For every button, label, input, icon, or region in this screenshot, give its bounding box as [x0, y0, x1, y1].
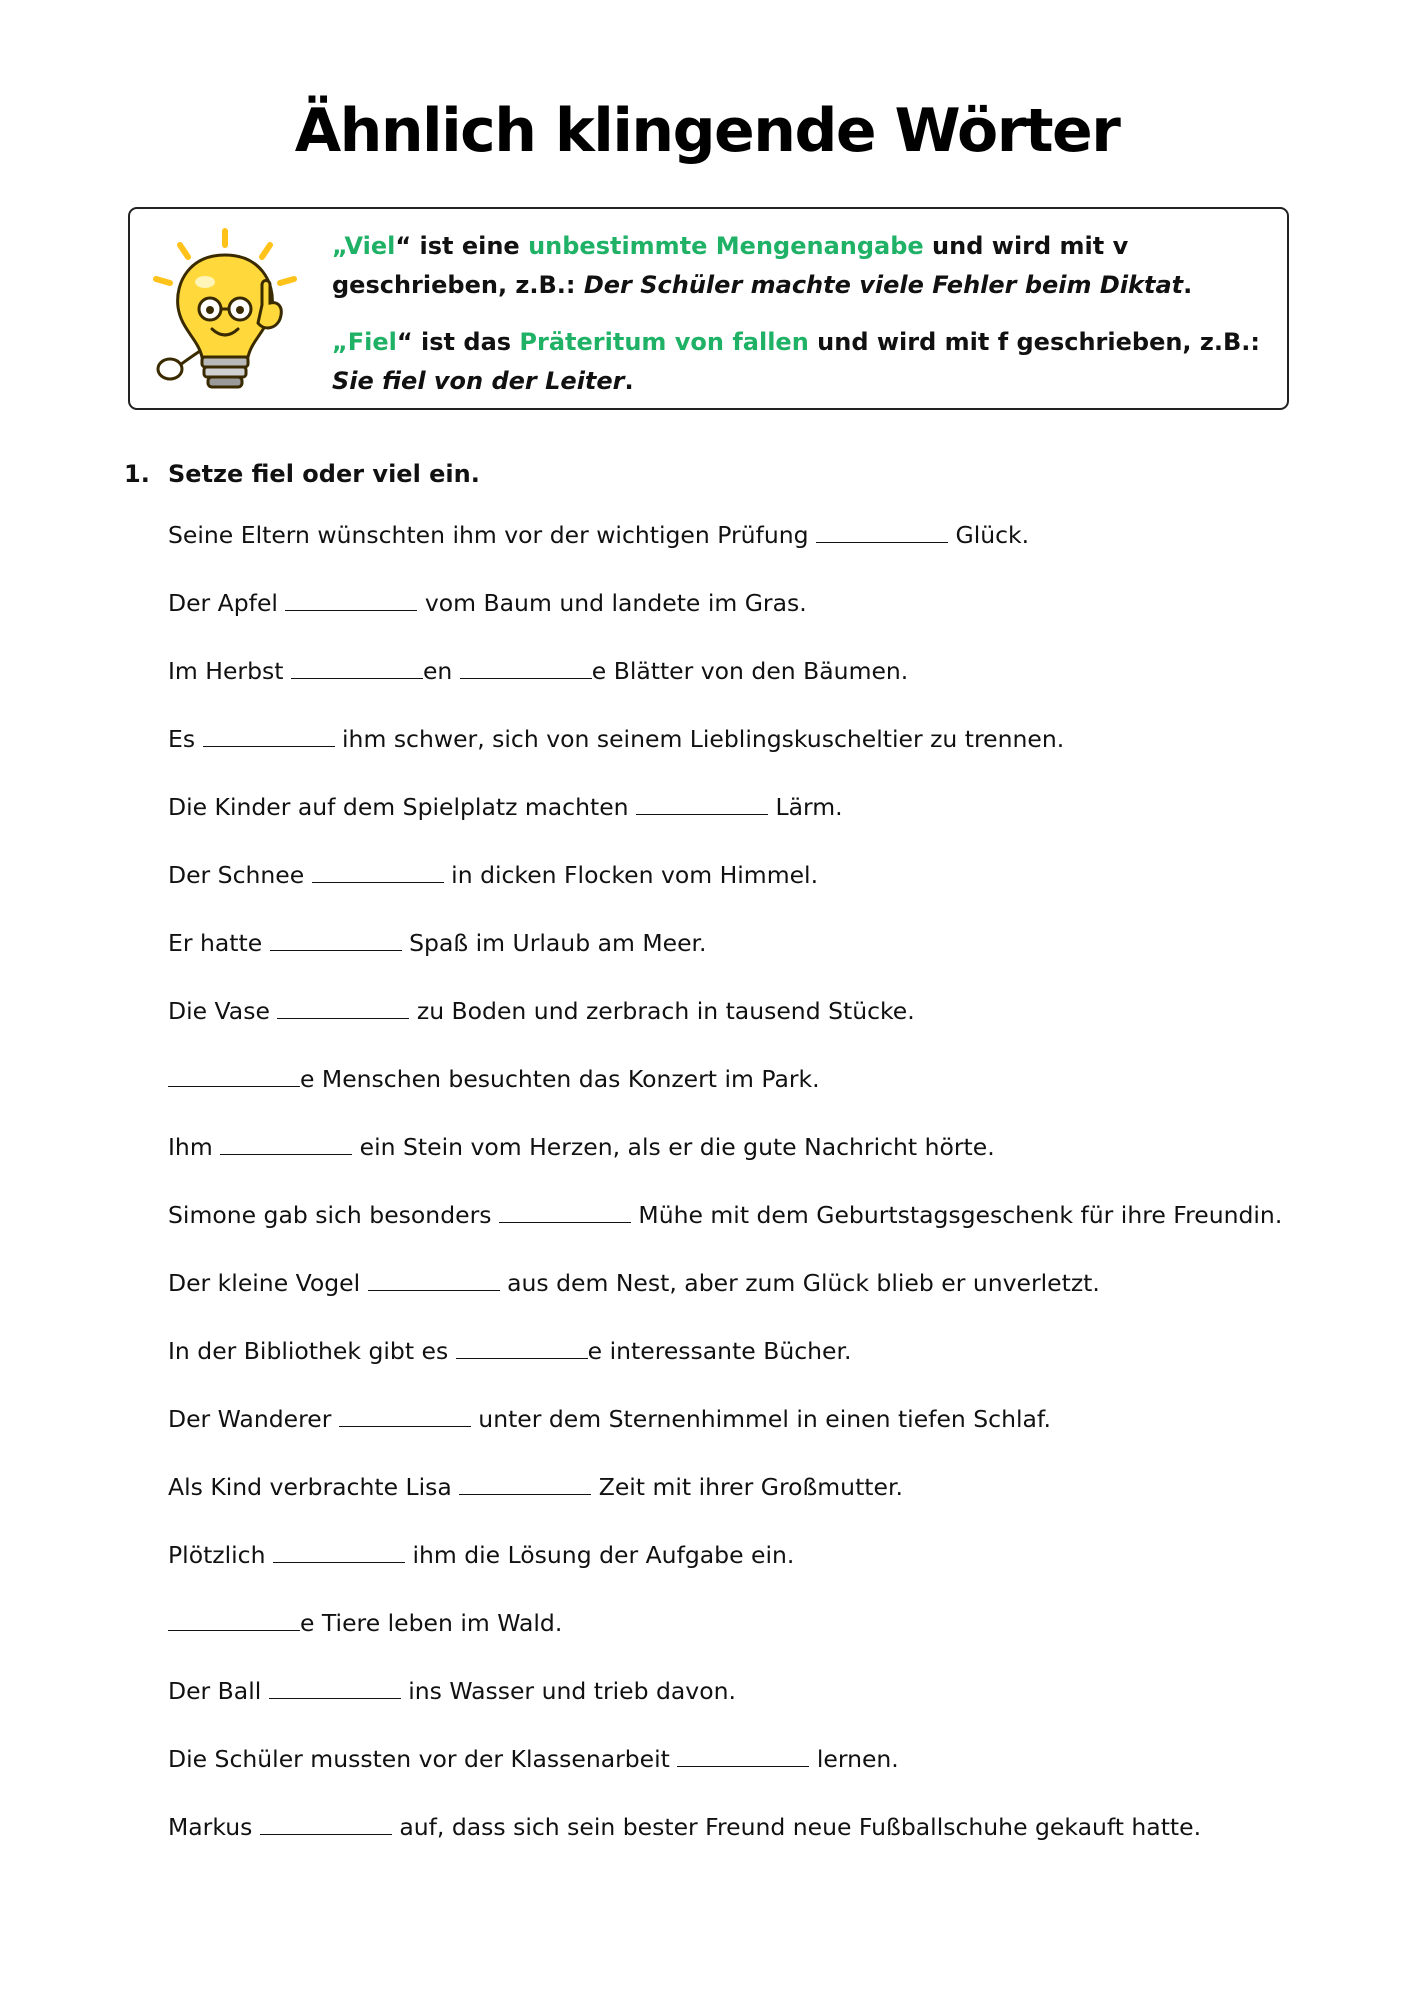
sentence-text: unter dem Sternenhimmel in einen tiefen Schlaf. — [470, 1405, 1051, 1433]
sentence-text: auf, dass sich sein bester Freund neue Fußballschuhe gekauft hatte. — [391, 1813, 1202, 1841]
viel-example: Der Schüler machte viele Fehler beim Diktat — [583, 271, 1184, 299]
exercise-sentence — [168, 1331, 1318, 1399]
answer-blank[interactable] — [677, 1744, 809, 1767]
sentence-text: Zeit mit ihrer Großmutter. — [591, 1473, 903, 1501]
exercise-sentence — [168, 515, 1318, 583]
answer-blank[interactable] — [285, 588, 417, 611]
exercise-sentence — [168, 1603, 1318, 1671]
sentence-text: ein Stein vom Herzen, als er die gute Nachricht hörte. — [352, 1133, 995, 1161]
answer-blank[interactable] — [260, 1812, 392, 1835]
exercise-sentence — [168, 923, 1318, 991]
sentence-text: vom Baum und landete im Gras. — [417, 589, 807, 617]
answer-blank[interactable] — [312, 860, 444, 883]
sentence-text: Die Schüler mussten vor der Klassenarbeit — [168, 1745, 678, 1773]
exercise-sentence — [168, 1535, 1318, 1603]
viel-word: Viel — [344, 232, 396, 260]
sentence-text: Im Herbst — [168, 657, 291, 685]
task-heading — [124, 460, 480, 488]
sentence-text: Die Vase — [168, 997, 278, 1025]
exercise-sentence — [168, 651, 1318, 719]
sentence-text: Der Schnee — [168, 861, 312, 889]
sentence-text: ihm schwer, sich von seinem Lieblingskuscheltier zu trennen. — [334, 725, 1065, 753]
fiel-example: Sie fiel von der Leiter — [332, 367, 625, 395]
sentence-text: Glück. — [948, 521, 1030, 549]
exercise-sentence — [168, 719, 1318, 787]
sentence-text: lernen. — [809, 1745, 899, 1773]
sentence-text: Es — [168, 725, 203, 753]
answer-blank[interactable] — [368, 1268, 500, 1291]
viel-highlight: unbestimmte Mengenangabe — [528, 232, 924, 260]
answer-blank[interactable] — [339, 1404, 471, 1427]
exercise-sentence — [168, 1399, 1318, 1467]
sentence-text: Seine Eltern wünschten ihm vor der wichtigen Prüfung — [168, 521, 817, 549]
info-fiel — [332, 323, 1272, 401]
exercise-sentence — [168, 787, 1318, 855]
sentence-text: zu Boden und zerbrach in tausend Stücke. — [409, 997, 915, 1025]
answer-blank[interactable] — [456, 1336, 588, 1359]
sentence-text: Lärm. — [768, 793, 843, 821]
answer-blank[interactable] — [499, 1200, 631, 1223]
viel-text-1: ist eine — [411, 232, 529, 260]
sentence-text: e Blätter von den Bäumen. — [591, 657, 909, 685]
exercise-list — [168, 515, 1318, 1875]
sentence-text: Der Ball — [168, 1677, 269, 1705]
answer-blank[interactable] — [277, 996, 409, 1019]
sentence-text: Markus — [168, 1813, 260, 1841]
sentence-text: Er hatte — [168, 929, 270, 957]
exercise-sentence — [168, 1739, 1318, 1807]
exercise-sentence — [168, 855, 1318, 923]
fiel-end: . — [624, 367, 634, 395]
answer-blank[interactable] — [636, 792, 768, 815]
exercise-sentence — [168, 1059, 1318, 1127]
sentence-text: Der Wanderer — [168, 1405, 339, 1433]
info-box — [128, 207, 1289, 410]
sentence-text: aus dem Nest, aber zum Glück blieb er unverletzt. — [499, 1269, 1100, 1297]
answer-blank[interactable] — [460, 656, 592, 679]
lightbulb-mascot-icon — [150, 227, 300, 397]
viel-quote-open: „ — [332, 232, 345, 260]
sentence-text: Mühe mit dem Geburtstagsgeschenk für ihre Freundin. — [630, 1201, 1283, 1229]
exercise-sentence — [168, 1467, 1318, 1535]
exercise-sentence — [168, 583, 1318, 651]
exercise-sentence — [168, 1671, 1318, 1739]
answer-blank[interactable] — [270, 928, 402, 951]
task-instruction: Setze fiel oder viel ein. — [168, 460, 480, 488]
sentence-text: Simone gab sich besonders — [168, 1201, 499, 1229]
sentence-text: Die Kinder auf dem Spielplatz machten — [168, 793, 637, 821]
answer-blank[interactable] — [203, 724, 335, 747]
sentence-text: en — [422, 657, 460, 685]
viel-text-2: und wird mit v geschrieben, z.B.: — [332, 232, 1129, 299]
sentence-text: Der kleine Vogel — [168, 1269, 368, 1297]
exercise-sentence — [168, 991, 1318, 1059]
answer-blank[interactable] — [273, 1540, 405, 1563]
sentence-text: e Tiere leben im Wald. — [300, 1609, 563, 1637]
fiel-text-1: ist das — [412, 328, 520, 356]
answer-blank[interactable] — [220, 1132, 352, 1155]
sentence-text: Spaß im Urlaub am Meer. — [401, 929, 707, 957]
answer-blank[interactable] — [269, 1676, 401, 1699]
answer-blank[interactable] — [168, 1064, 300, 1087]
exercise-sentence — [168, 1195, 1318, 1263]
sentence-text: in dicken Flocken vom Himmel. — [443, 861, 819, 889]
exercise-sentence — [168, 1127, 1318, 1195]
fiel-quote-close: “ — [396, 328, 413, 356]
answer-blank[interactable] — [459, 1472, 591, 1495]
info-viel — [332, 227, 1272, 305]
sentence-text: e Menschen besuchten das Konzert im Park. — [300, 1065, 820, 1093]
sentence-text: Als Kind verbrachte Lisa — [168, 1473, 460, 1501]
answer-blank[interactable] — [816, 520, 948, 543]
answer-blank[interactable] — [291, 656, 423, 679]
fiel-word: Fiel — [347, 328, 397, 356]
sentence-text: In der Bibliothek gibt es — [168, 1337, 456, 1365]
sentence-text: ins Wasser und trieb davon. — [400, 1677, 736, 1705]
sentence-text: ihm die Lösung der Aufgabe ein. — [404, 1541, 795, 1569]
fiel-text-2: und wird mit f geschrieben, z.B.: — [808, 328, 1260, 356]
viel-end: . — [1183, 271, 1193, 299]
fiel-quote-open: „ — [332, 328, 348, 356]
exercise-sentence — [168, 1263, 1318, 1331]
sentence-text: e interessante Bücher. — [587, 1337, 852, 1365]
sentence-text: Ihm — [168, 1133, 221, 1161]
fiel-highlight: Präteritum von fallen — [519, 328, 809, 356]
sentence-text: Der Apfel — [168, 589, 286, 617]
viel-quote-close: “ — [395, 232, 412, 260]
answer-blank[interactable] — [168, 1608, 300, 1631]
sentence-text: Plötzlich — [168, 1541, 273, 1569]
exercise-sentence — [168, 1807, 1318, 1875]
task-number: 1. — [124, 460, 150, 488]
page-title: Ähnlich klingende Wörter — [294, 96, 1120, 166]
